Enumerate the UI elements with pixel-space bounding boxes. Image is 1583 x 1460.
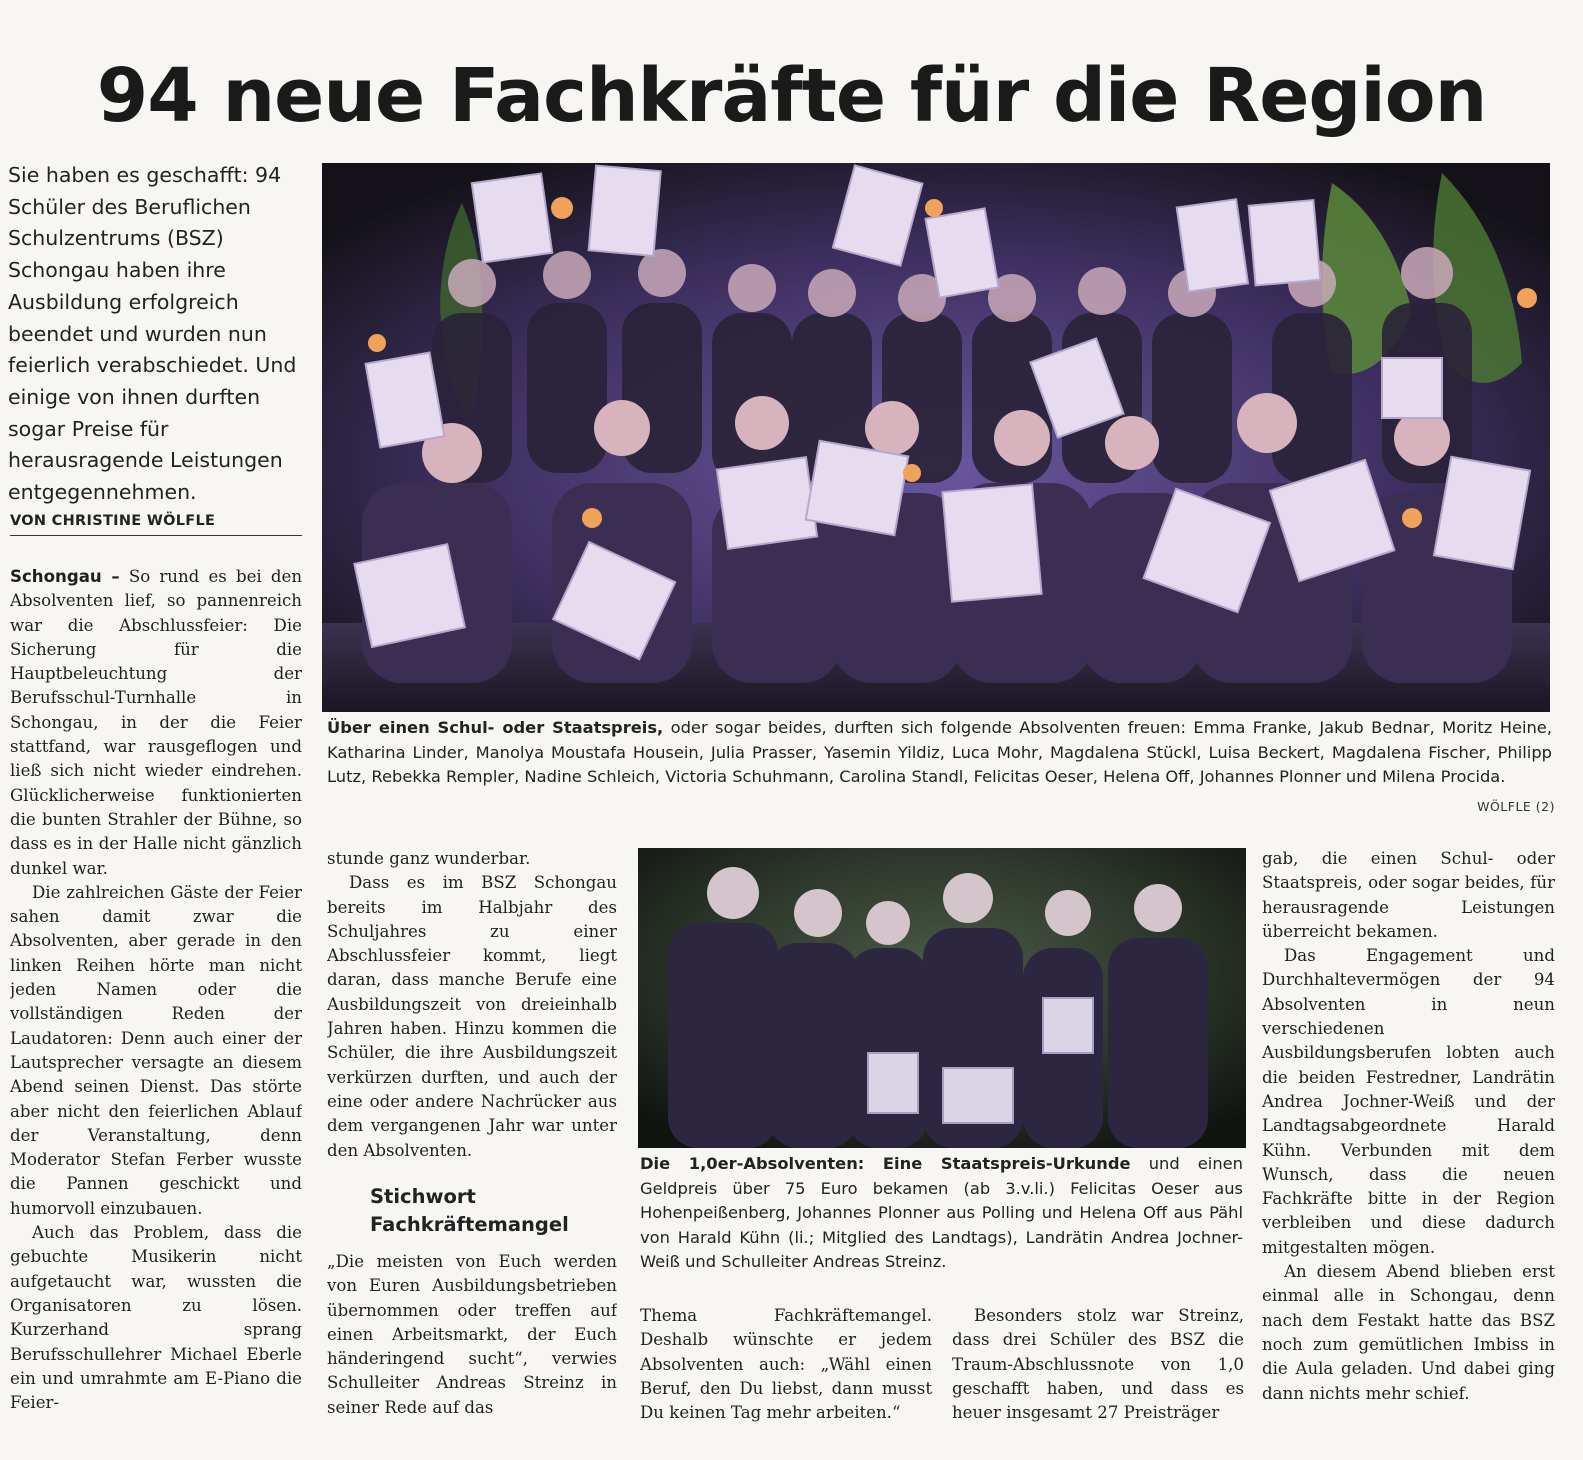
caption-text: und einen Geldpreis über 75 Euro bekamen (ab 3.v.li.) Felicitas Oeser aus Hohenpeißenberg, Johannes Plonner aus Polling und Helena Off aus Pähl von Harald Kühn (li.; Mitglied des Landtags), Landrätin Andrea Jochner-Weiß und Schulleiter Andreas Streinz.	[640, 1154, 1243, 1271]
second-photo	[638, 848, 1246, 1148]
article-paragraph: Thema Fachkräftemangel. Deshalb wünschte er jedem Absolventen auch: „Wähl einen Beruf, den Du liebst, dann musst Du keinen Tag mehr arbeiten.“	[640, 1306, 932, 1423]
lead-paragraph: Sie haben es geschafft: 94 Schüler des Beruflichen Schulzentrums (BSZ) Schongau haben ihre Ausbildung erfolgreich beendet und wurden nun feierlich verabschiedet. Und einige von ihnen durften sogar Preise für herausragende Leistungen entgegennehmen.	[8, 163, 297, 505]
article-paragraph: Die zahlreichen Gäste der Feier sahen damit zwar die Absolventen, aber gerade in den linken Reihen hörte man nicht jeden Namen oder die vollständigen Reden der Laudatoren: Denn auch einer der Lautsprecher versagte an diesem Abend seinen Dienst. Das störte aber nicht den feierlichen Ablauf der Veranstaltung, denn Moderator Stefan Ferber wusste die Pannen geschickt und humorvoll einzubauen.	[10, 882, 302, 1218]
article-column-5	[1262, 847, 1555, 1450]
article-paragraph: Auch das Problem, dass die gebuchte Musikerin nicht aufgetaucht war, wussten die Organisatoren zu lösen. Kurzerhand sprang Berufsschullehrer Michael Eberle ein und umrahmte am E-Piano die Feier-	[10, 1223, 302, 1413]
subheading: Stichwort Fachkräftemangel	[370, 1185, 569, 1236]
caption-text: oder sogar beides, durften sich folgende Absolventen freuen: Emma Franke, Jakub Bednar, Moritz Heine, Katharina Linder, Manolya Moustafa Housein, Julia Prasser, Yasemin Yildiz, Luca Mohr, Magdalena Stückl, Luisa Beckert, Magdalena Fischer, Philipp Lutz, Rebekka Rempler, Nadine Schleich, Victoria Schuhmann, Carolina Standl, Felicitas Oeser, Helena Off, Johannes Plonner und Milena Procida.	[327, 718, 1552, 786]
article-paragraph: Dass es im BSZ Schongau bereits im Halbjahr des Schuljahres zu einer Abschlussfeier kommt, liegt daran, dass manche Berufe eine Ausbildungszeit von dreieinhalb Jahren haben. Hinzu kommen die Schüler, die ihre Ausbildungszeit verkürzen durften, und auch der eine oder andere Nachrücker aus dem vergangenen Jahr war unter den Absolventen.	[327, 873, 617, 1160]
group-photo-graduates	[322, 163, 1550, 712]
article-paragraph: Besonders stolz war Streinz, dass drei Schüler des BSZ die Traum-Abschlussnote von 1,0 geschafft haben, und dass es heuer insgesamt 27 Preisträger	[952, 1306, 1244, 1423]
article-paragraph: stunde ganz wunderbar.	[327, 849, 531, 868]
article-paragraph: „Die meisten von Euch werden von Euren Ausbildungsbetrieben übernommen oder treffen auf einen Arbeitsmarkt, der Euch händeringend sucht“, verwies Schulleiter Andreas Streinz in seiner Rede auf das	[327, 1252, 617, 1417]
main-photo	[322, 163, 1550, 712]
article-column-2-cont	[327, 1250, 617, 1450]
article-paragraph: gab, die einen Schul- oder Staatspreis, oder sogar beides, für herausragende Leistungen überreicht bekamen.	[1262, 849, 1555, 941]
article-text: So rund es bei den Absolventen lief, so pannenreich war die Abschlussfeier: Die Sicherung für die Hauptbeleuchtung der Berufsschul-Turnhalle in Schongau, in der die Feier stattfand, war rausgeflogen und ließ sich nicht wieder eindrehen. Glücklicherweise funktionierten die bunten Strahler der Bühne, so dass es in der Halle nicht gänzlich dunkel war.	[10, 567, 302, 878]
photo-caption-second	[640, 1152, 1243, 1275]
article-column-1	[10, 565, 302, 1450]
article-column-3	[640, 1304, 932, 1450]
article-column-2	[327, 847, 617, 1177]
byline: VON CHRISTINE WÖLFLE	[10, 513, 302, 536]
headline: 94 neue Fachkräfte für die Region	[96, 53, 1487, 139]
caption-lead-in: Die 1,0er-Absolventen: Eine Staatspreis-Urkunde	[640, 1154, 1131, 1173]
dateline: Schongau –	[10, 567, 120, 586]
article-column-4	[952, 1304, 1244, 1450]
article-paragraph: Das Engagement und Durchhaltevermögen der 94 Absolventen in neun verschiedenen Ausbildungsberufen lobten auch die beiden Festredner, Landrätin Andrea Jochner-Weiß und der Landtagsabgeordnete Harald Kühn. Verbunden mit dem Wunsch, dass die neuen Fachkräfte bitte in der Region verbleiben und diese dadurch mitgestalten mögen.	[1262, 946, 1555, 1257]
photo-credit: WÖLFLE (2)	[1477, 799, 1555, 814]
caption-lead-in: Über einen Schul- oder Staatspreis,	[327, 718, 664, 737]
photo-top-graduates	[638, 848, 1246, 1148]
article-paragraph: An diesem Abend blieben erst einmal alle in Schongau, denn nach dem Festakt hatte das BSZ noch zum gemütlichen Imbiss in die Aula geladen. Und dabei ging dann nichts mehr schief.	[1262, 1262, 1555, 1403]
article-paragraph	[10, 565, 302, 881]
photo-caption-main	[327, 716, 1552, 790]
